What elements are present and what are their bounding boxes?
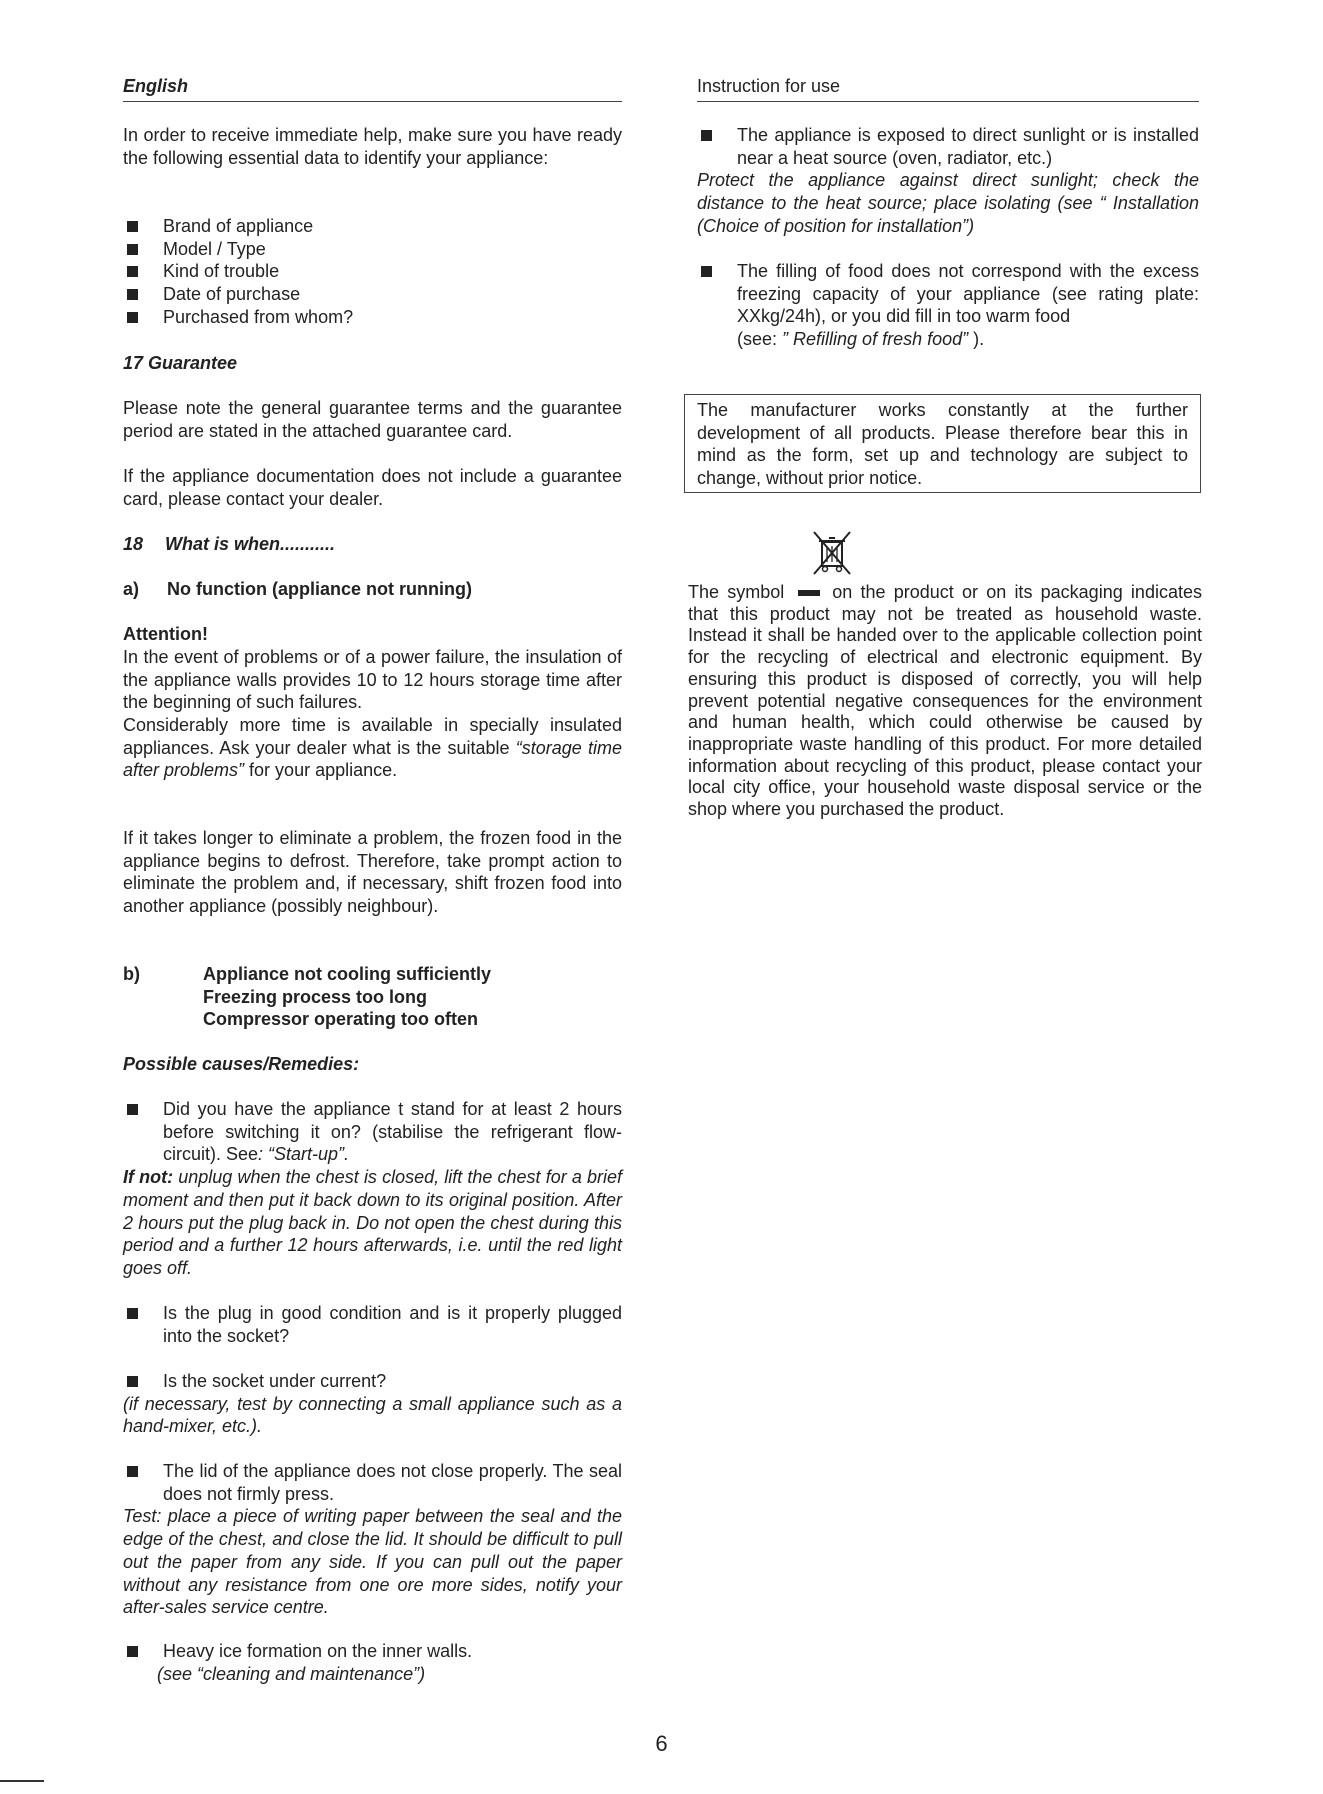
list-item: Brand of appliance xyxy=(123,215,622,238)
cause-1-text: Did you have the appliance t stand for at least 2 hours before switching it on? (stabilise the refrigerant flow-circuit). See xyxy=(163,1099,622,1165)
list-item: Model / Type xyxy=(123,238,622,261)
cause-item-3 xyxy=(123,1370,622,1438)
page-header-language xyxy=(123,75,622,102)
cause-7-question: The filling of food does not correspond with the excess freezing capacity of your appliance (see rating plate: XXkg/24h), or you did fill in too warm food xyxy=(697,260,1199,328)
storage-time-quote: “storage time after problems” xyxy=(123,737,622,781)
cause-6-question: The appliance is exposed to direct sunlight or is installed near a heat source (oven, radiator, etc.) xyxy=(697,124,1199,169)
subsection-a-title: No function (appliance not running) xyxy=(167,579,472,599)
attention-paragraph-1: In the event of problems or of a power failure, the insulation of the appliance walls provides 10 to 12 hours storage time after the beginning of such failures. xyxy=(123,647,622,713)
subsection-b-label: b) xyxy=(123,964,140,984)
identification-data-list xyxy=(123,215,622,329)
guarantee-paragraph-1: Please note the general guarantee terms and the guarantee period are stated in the attached guarantee card. xyxy=(123,398,622,441)
guarantee-paragraph-2: If the appliance documentation does not include a guarantee card, please contact your dealer. xyxy=(123,466,622,509)
list-item: Kind of trouble xyxy=(123,260,622,283)
cause-7-see-close: ). xyxy=(968,329,985,350)
section-number: 18 xyxy=(123,534,144,554)
page-header-section xyxy=(697,75,1199,102)
cause-item-1 xyxy=(123,1098,622,1280)
cause-1-remedy-text: unplug when the chest is closed, lift the chest for a brief moment and then put it back down to its original position. After 2 hours put the plug back in. Do not open the chest during this period and a further 12 hours afterwards, i.e. until the red light goes off. xyxy=(123,1167,623,1278)
weee-disposal-paragraph xyxy=(688,582,1202,821)
page-number: 6 xyxy=(655,1731,668,1756)
product-change-notice-text: The manufacturer works constantly at the further development of all products. Please therefore bear this in mind as the form, set up and technology are subject to change, without prior notice. xyxy=(697,400,1188,489)
product-change-notice-box xyxy=(684,394,1201,493)
list-item: Purchased from whom? xyxy=(123,306,622,329)
cause-1-reference: : “Start-up”. xyxy=(258,1144,350,1165)
cause-5-question: Heavy ice formation on the inner walls. xyxy=(123,1640,622,1663)
corner-mark-divider xyxy=(0,1780,44,1782)
cause-item-6 xyxy=(697,124,1199,238)
what-is-when-text: What is when........... xyxy=(165,534,336,554)
if-not-label: If not: xyxy=(123,1167,174,1188)
guarantee-heading: 17 Guarantee xyxy=(123,353,238,373)
causes-heading: Possible causes/Remedies: xyxy=(123,1054,360,1074)
subsection-a-label: a) xyxy=(123,579,140,599)
attention-text-end: for your appliance. xyxy=(244,760,398,781)
cause-6-remedy: Protect the appliance against direct sunlight; check the distance to the heat source; place isolating (see “ Installation (Choice of position for installation”) xyxy=(697,170,1199,236)
cause-3-question: Is the socket under current? xyxy=(123,1370,622,1393)
header-language-text: English xyxy=(123,76,189,96)
attention-paragraph-2 xyxy=(123,714,622,782)
cause-item-7 xyxy=(697,260,1199,351)
cause-7-see-open: (see: xyxy=(737,329,783,350)
cause-3-remedy: (if necessary, test by connecting a small appliance such as a hand-mixer, etc.). xyxy=(123,1393,622,1437)
b-title-line: Appliance not cooling sufficiently xyxy=(203,964,492,984)
weee-bar-symbol-icon xyxy=(798,590,820,596)
subsection-b-heading xyxy=(123,963,622,1031)
cause-item-2: Is the plug in good condition and is it properly plugged into the socket? xyxy=(123,1302,622,1347)
intro-paragraph: In order to receive immediate help, make sure you have ready the following essential data to identify your appliance: xyxy=(123,125,622,168)
subsection-b-titles xyxy=(203,963,491,1031)
defrost-paragraph: If it takes longer to eliminate a problem, the frozen food in the appliance begins to defrost. Therefore, take prompt action to eliminate the problem and, if necessary, shift frozen food into another appliance (possibly neighbour). xyxy=(123,828,622,917)
what-is-when-heading xyxy=(123,533,622,556)
cause-4-question: The lid of the appliance does not close properly. The seal does not firmly press. xyxy=(123,1460,622,1505)
b-title-line: Compressor operating too often xyxy=(203,1009,479,1030)
cause-item-4 xyxy=(123,1460,622,1619)
cause-7-see xyxy=(697,328,1199,351)
subsection-a-heading xyxy=(123,578,622,601)
cause-item-5 xyxy=(123,1640,622,1685)
cause-1-question xyxy=(123,1098,622,1166)
cause-7-reference: ” Refilling of fresh food” xyxy=(782,329,969,350)
cause-5-remedy: (see “cleaning and maintenance”) xyxy=(157,1663,426,1684)
crossed-out-wheelie-bin-icon xyxy=(808,528,856,576)
b-title-line: Freezing process too long xyxy=(203,986,428,1007)
cause-4-remedy: Test: place a piece of writing paper between the seal and the edge of the chest, and close the lid. It should be difficult to pull out the paper from any side. If you can pull out the paper without any resistance from one ore more sides, notify your after-sales service centre. xyxy=(123,1506,622,1618)
header-section-text: Instruction for use xyxy=(697,76,841,96)
attention-text: Considerably more time is available in specially insulated appliances. Ask your dealer what is the suitable xyxy=(123,715,622,758)
attention-heading: Attention! xyxy=(123,624,208,644)
list-item: Date of purchase xyxy=(123,283,622,306)
weee-lead-text: The symbol xyxy=(688,582,785,602)
cause-1-remedy xyxy=(123,1166,622,1280)
weee-body-text: on the product or on its packaging indicates that this product may not be treated as household waste. Instead it shall be handed over to the applicable collection point for the recycling of electrical and electronic equipment. By ensuring this product is disposed of correctly, you will help prevent potential negative consequences for the environment and human health, which could otherwise be caused by inappropriate waste handling of this product. For more detailed information about recycling of this product, please contact your local city office, your household waste disposal service or the shop where you purchased the product. xyxy=(688,582,1202,820)
